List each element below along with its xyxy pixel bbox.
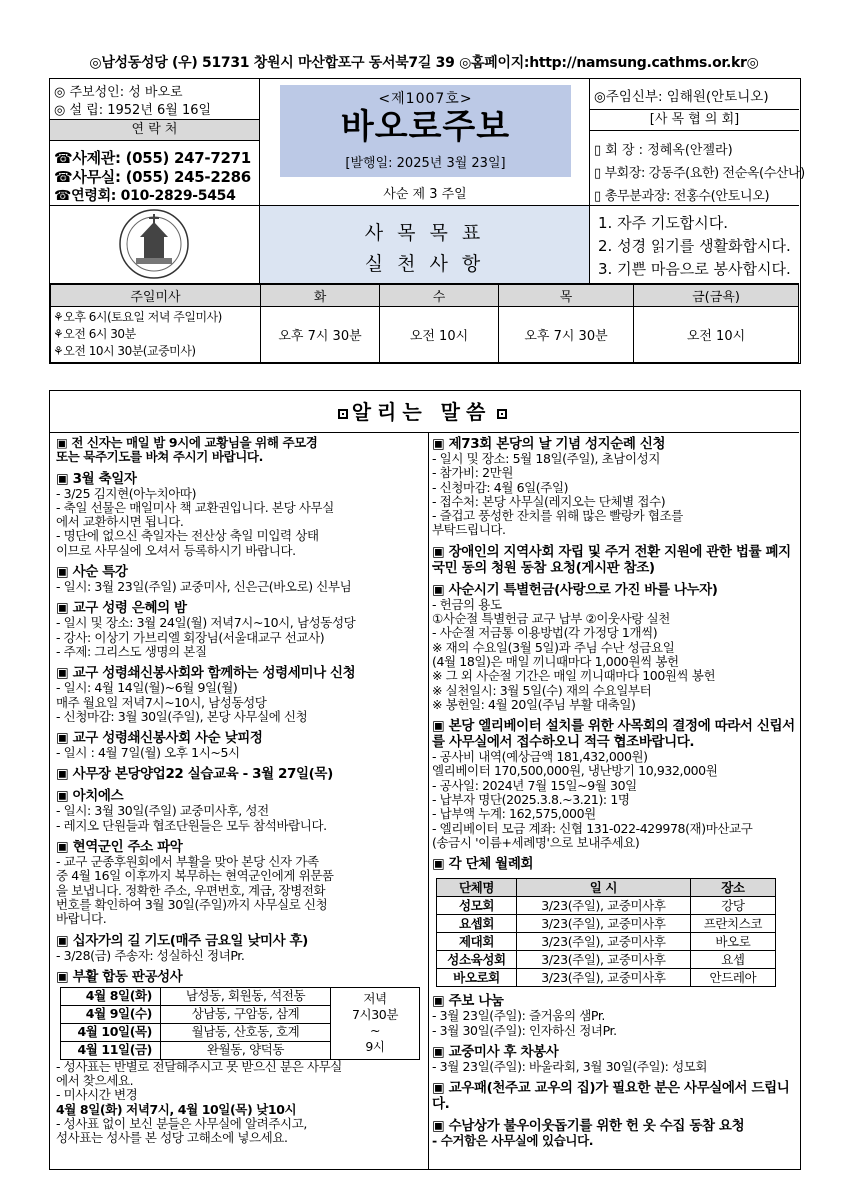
notice-section xyxy=(56,471,428,558)
confession-time-line: ~ xyxy=(369,1023,381,1039)
notice-section xyxy=(432,1118,798,1148)
notice-line: ※ 그 외 사순절 기간은 매일 끼니때마다 100원씩 봉헌 xyxy=(432,668,716,684)
notice-line: - 납부액 누계: 162,575,000원 xyxy=(432,806,596,822)
notice-line: - 일시 및 장소: 5월 18일(주일), 초남이성지 xyxy=(432,451,660,466)
notice-title: ▣ 교구 성령 은혜의 밤 xyxy=(56,600,187,617)
notice-section xyxy=(56,839,428,926)
groups-header: 일 시 xyxy=(517,879,691,897)
groups-cell: 3/23(주일), 교중미사후 xyxy=(517,897,691,915)
notice-title: ▣ 본당 엘리베이터 설치를 위한 사목회의 결정에 따라서 신립서를 사무실에서 접수하오니 적극 협조바랍니다. xyxy=(432,718,795,751)
notice-line: - 강사: 이상기 가브리엘 회장님(서울대교구 선교사) xyxy=(56,629,325,645)
groups-cell: 제대회 xyxy=(437,933,517,951)
notice-line: - 일시: 3월 30일(주일) 교중미사후, 성전 xyxy=(56,803,269,819)
notice-line: 바랍니다. xyxy=(56,911,107,927)
notice-title: ▣ 수남상가 불우이웃돕기를 위한 헌 옷 수집 동참 요청 xyxy=(432,1118,745,1135)
notice-line: - 3월 23일(주일): 즐거움의 샘Pr. xyxy=(432,1008,605,1024)
notice-section xyxy=(56,933,428,963)
notice-line: 중 4월 16일 이후까지 복무하는 현역군인에게 위문품 xyxy=(56,868,334,884)
notice-line: 성사표는 성사를 본 성당 고해소에 넣으세요. xyxy=(56,1130,288,1146)
parish-seal-area xyxy=(50,206,260,283)
mass-header: 목 xyxy=(499,285,634,307)
notice-line: - 신청마감: 4월 6일(주일) xyxy=(432,479,569,495)
notice-line: - 공사일: 2024년 7월 15일~9월 30일 xyxy=(432,777,637,793)
notice-section xyxy=(56,564,428,594)
notice-title: ▣ 주보 나눔 xyxy=(432,993,504,1010)
notice-line: - 일시 : 4월 7일(월) 오후 1시~5시 xyxy=(56,745,240,761)
founded: ◎ 설 립: 1952년 6월 16일 xyxy=(54,103,212,118)
title-area xyxy=(260,79,590,206)
notice-section xyxy=(56,788,428,833)
confession-date: 4월 8일(화) xyxy=(61,987,161,1005)
notice-line: (송금시 '이름+세례명'으로 보내주세요) xyxy=(432,834,640,850)
notice-line: (4월 18일)은 매일 끼니때마다 1,000원씩 봉헌 xyxy=(432,653,679,669)
goal-item: 1. 자주 기도합시다. xyxy=(598,214,729,232)
header-line: ◎남성동성당 (우) 51731 창원시 마산합포구 동서북7길 39 ◎홈페이지:http://namsung.cathms.or.kr◎ xyxy=(89,55,759,71)
notice-title: ▣ 십자가의 길 기도(매주 금요일 낮미사 후) xyxy=(56,932,308,949)
sunday-mass-times: ⚘오후 6시(토요일 저녁 주일미사) ⚘오전 6시 30분 ⚘오전 10시 30분(교중미사) xyxy=(51,306,261,362)
notice-line: 이므로 사무실에 오셔서 등록하시기 바랍니다. xyxy=(56,542,296,558)
council-chair: ▯ 회 장 : 정혜옥(안젤라) xyxy=(594,143,733,158)
notice-line: - 3/25 김지현(아누치아따) xyxy=(56,485,197,501)
notice-title: ▣ 교우패(천주교 교우의 집)가 필요한 분은 사무실에서 드립니다. xyxy=(432,1080,790,1113)
notice-section xyxy=(432,1080,798,1112)
notice-line: ※ 실천일시: 3월 5일(수) 재의 수요일부터 xyxy=(432,682,652,698)
notice-title: ▣ 부활 합동 판공성사 xyxy=(56,968,183,985)
notice-section xyxy=(56,969,428,985)
notice-line: - 즐겁고 풍성한 잔치를 위해 많은 빨랑카 협조를 xyxy=(432,508,683,524)
notice-section xyxy=(432,718,798,850)
phone-rectory: ☎사제관: (055) 247-7271 xyxy=(54,149,251,167)
notice-line: 4월 8일(화) 저녁7시, 4월 10일(목) 낮10시 xyxy=(56,1101,297,1117)
notice-line: ▣ 전 신자는 매일 밤 9시에 교황님을 위해 주모경 xyxy=(56,435,318,450)
notice-title: ▣ 교구 성령쇄신봉사회 사순 낮피정 xyxy=(56,730,263,747)
mass-header: 금(금욕) xyxy=(634,285,799,307)
staff-info xyxy=(590,79,805,206)
goals-title-2: 실 천 사 항 xyxy=(364,253,485,275)
phone-office: ☎사무실: (055) 245-2286 xyxy=(54,168,251,186)
confession-notes xyxy=(56,1060,428,1146)
left-column xyxy=(56,436,428,1146)
tue-mass: 오후 7시 30분 xyxy=(261,306,380,362)
notice-title: ▣ 제73회 본당의 날 기념 성지순례 신청 xyxy=(432,436,666,452)
notice-line: - 수거함은 사무실에 있습니다. xyxy=(432,1133,594,1149)
notice-section xyxy=(56,600,428,659)
notice-title: ▣ 사순 특강 xyxy=(56,564,128,581)
groups-cell: 3/23(주일), 교중미사후 xyxy=(517,915,691,933)
notice-line: - 참가비: 2만원 xyxy=(432,465,513,481)
notice-section xyxy=(432,1044,798,1074)
parish-seal-icon xyxy=(50,206,260,283)
groups-cell: 요셉 xyxy=(690,951,775,969)
mass-schedule xyxy=(50,284,799,363)
council-title: [사 목 협 의 회] xyxy=(590,109,799,131)
notice-section xyxy=(56,730,428,760)
notice-line: ※ 봉헌일: 4월 20일(주님 부활 대축일) xyxy=(432,696,636,712)
notice-line: - 일시: 3월 23일(주일) 교중미사, 신은근(바오로) 신부님 xyxy=(56,579,352,595)
confession-time-line: 7시30분 xyxy=(351,1007,398,1023)
groups-cell: 바오로회 xyxy=(437,969,517,987)
notice-line: - 3월 30일(주일): 인자하신 정녀Pr. xyxy=(432,1022,617,1038)
confession-time-line: 저녁 xyxy=(363,991,387,1007)
notice-line: - 축일 선물은 매일미사 책 교환권입니다. 본당 사무실 xyxy=(56,499,334,515)
confession-time xyxy=(331,987,420,1059)
notice-title: ▣ 3월 축일자 xyxy=(56,470,137,487)
issue-date: [발행일: 2025년 3월 23일] xyxy=(345,156,506,171)
groups-cell: 바오로 xyxy=(690,933,775,951)
thu-mass: 오후 7시 30분 xyxy=(499,306,634,362)
groups-cell: 요셉회 xyxy=(437,915,517,933)
notice-line: - 일시 및 장소: 3월 24일(월) 저녁7시~10시, 남성동성당 xyxy=(56,615,356,631)
confession-date: 4월 9일(수) xyxy=(61,1005,161,1023)
notice-line: - 명단에 없으신 축일자는 전산상 축일 미입력 상태 xyxy=(56,528,319,544)
confession-date: 4월 10일(목) xyxy=(61,1023,161,1041)
notice-section xyxy=(56,766,428,782)
goal-item: 2. 성경 읽기를 생활화합시다. xyxy=(598,237,791,255)
groups-cell: 안드레아 xyxy=(690,969,775,987)
notice-title: ▣ 사순시기 특별헌금(사랑으로 가진 바를 나누자) xyxy=(432,581,718,598)
groups-header: 장소 xyxy=(690,879,775,897)
notice-line: - 납부자 명단(2025.3.8.~3.21): 1명 xyxy=(432,792,630,808)
goals-title-1: 사 목 목 표 xyxy=(364,222,485,244)
issue-number: <제1007호> xyxy=(378,91,473,107)
announce-heading: 알리는 말씀 xyxy=(50,391,799,433)
notice-line: 에서 교환하시면 됩니다. xyxy=(56,514,184,530)
notice-section xyxy=(432,993,798,1038)
masthead-box xyxy=(49,78,805,364)
groups-cell: 강당 xyxy=(690,897,775,915)
notice-line: - 3월 23일(주일): 바울라회, 3월 30일(주일): 성모회 xyxy=(432,1058,708,1074)
groups-cell: 3/23(주일), 교중미사후 xyxy=(517,951,691,969)
patron: ◎ 주보성인: 성 바오로 xyxy=(54,85,183,100)
notice-title: ▣ 장애인의 지역사회 자립 및 주거 전환 지원에 관한 법률 폐지 국민 동의 청원 동참 요청(게시판 참조) xyxy=(432,543,791,576)
notice-title: ▣ 사무장 본당양업22 실습교육 - 3월 27일(목) xyxy=(56,766,333,783)
confession-time-line: 9시 xyxy=(365,1039,385,1055)
notice-title: ▣ 아치에스 xyxy=(56,788,124,805)
parish-info xyxy=(50,79,260,206)
mass-header: 주일미사 xyxy=(51,285,261,307)
notice-line: - 엘리베이터 모금 계좌: 신협 131-022-429978(재)마산교구 xyxy=(432,820,753,836)
goal-item: 3. 기쁜 마음으로 봉사합시다. xyxy=(598,260,791,278)
notice-line: - 접수처: 본당 사무실(레지오는 단체별 접수) xyxy=(432,493,666,509)
contact-title: 연 락 처 xyxy=(50,119,259,141)
square-icon xyxy=(338,409,348,419)
groups-header: 단체명 xyxy=(437,879,517,897)
council-general: ▯ 총무분과장: 전홍수(안토니오) xyxy=(594,189,770,204)
notice-line: - 성사표는 반별로 전달해주시고 못 받으신 분은 사무실 xyxy=(56,1058,342,1074)
notice-line: ※ 재의 수요일(3월 5일)과 주님 수난 성금요일 xyxy=(432,639,675,655)
council-vice: ▯ 부회장: 강동주(요한) 전순옥(수산나) xyxy=(594,166,805,181)
notice-line: - 신청마감: 3월 30일(주일), 본당 사무실에 신청 xyxy=(56,708,308,724)
notice-line: - 일시: 4월 14일(월)~6월 9일(월) xyxy=(56,680,238,696)
mass-header: 수 xyxy=(380,285,499,307)
goals-title xyxy=(260,206,590,283)
confession-areas: 상남동, 구암동, 삼계 xyxy=(161,1005,331,1023)
notice-section xyxy=(432,544,798,576)
confession-areas: 월남동, 산호동, 호계 xyxy=(161,1023,331,1041)
square-icon xyxy=(497,409,507,419)
right-tail xyxy=(432,993,798,1148)
notice-section xyxy=(56,665,428,724)
notice-line: 또는 묵주기도를 바쳐 주시기 바랍니다. xyxy=(56,449,263,465)
notice-line: - 미사시간 변경 xyxy=(56,1087,138,1103)
liturgical-day: 사순 제 3 주일 xyxy=(383,187,467,202)
pastor: ◎주임신부: 임해원(안토니오) xyxy=(594,89,769,105)
groups-cell: 프란치스코 xyxy=(690,915,775,933)
mass-header: 화 xyxy=(261,285,380,307)
notice-line: - 3/28(금) 주송자: 성실하신 정녀Pr. xyxy=(56,947,245,963)
title-box xyxy=(280,85,571,177)
notice-line: - 레지오 단원들과 협조단원들은 모두 참석바랍니다. xyxy=(56,817,327,833)
notice-line: - 사순절 저금통 이용방법(각 가정당 1개씩) xyxy=(432,625,658,641)
groups-cell: 3/23(주일), 교중미사후 xyxy=(517,969,691,987)
confession-date: 4월 11일(금) xyxy=(61,1041,161,1059)
announcements xyxy=(49,390,801,1170)
groups-cell: 성소육성회 xyxy=(437,951,517,969)
notice-line: - 공사비 내역(예상금액 181,432,000원) xyxy=(432,749,648,765)
notice-section xyxy=(56,436,428,465)
notice-line: - 주제: 그리스도 생명의 본질 xyxy=(56,643,207,659)
notice-line: - 헌금의 용도 xyxy=(432,596,502,612)
goals-list xyxy=(598,212,791,281)
confession-table xyxy=(60,987,420,1060)
notice-line: 매주 월요일 저녁7시~10시, 남성동성당 xyxy=(56,694,267,710)
notice-title: ▣ 현역군인 주소 파악 xyxy=(56,839,183,856)
notice-section xyxy=(432,436,798,538)
groups-cell: 성모회 xyxy=(437,897,517,915)
notice-section xyxy=(432,582,798,712)
notice-title: ▣ 교중미사 후 차봉사 xyxy=(432,1043,559,1060)
notice-line: 부탁드립니다. xyxy=(432,522,506,538)
groups-table xyxy=(436,878,776,987)
confession-areas: 남성동, 회원동, 석전동 xyxy=(161,987,331,1005)
notice-line: 번호를 확인하여 3월 30일(주일)까지 사무실로 신청 xyxy=(56,896,328,912)
notice-line: ①사순절 특별헌금 교구 납부 ②이웃사랑 실천 xyxy=(432,611,670,627)
notice-line: 에서 찾으세요. xyxy=(56,1073,134,1089)
notice-line: - 교구 군종후원회에서 부활을 맞아 본당 신자 가족 xyxy=(56,854,319,870)
notice-section xyxy=(432,856,798,872)
notice-line: 을 보냅니다. 정확한 주소, 우편번호, 계급, 장병전화 xyxy=(56,882,326,898)
bulletin-title: 바오로주보 xyxy=(340,107,511,147)
groups-cell: 3/23(주일), 교중미사후 xyxy=(517,933,691,951)
right-column xyxy=(432,436,798,1154)
notice-title: ▣ 각 단체 월례회 xyxy=(432,856,534,873)
phone-funeral: ☎연령회: 010-2829-5454 xyxy=(54,188,236,204)
notice-line: - 성사표 없이 보신 분들은 사무실에 알려주시고, xyxy=(56,1116,307,1132)
wed-mass: 오전 10시 xyxy=(380,306,499,362)
notice-line: 엘리베이터 170,500,000원, 냉난방기 10,932,000원 xyxy=(432,763,718,779)
confession-areas: 완월동, 양덕동 xyxy=(161,1041,331,1059)
notice-title: ▣ 교구 성령쇄신봉사회와 함께하는 성령세미나 신청 xyxy=(56,665,356,682)
fri-mass: 오전 10시 xyxy=(634,306,799,362)
